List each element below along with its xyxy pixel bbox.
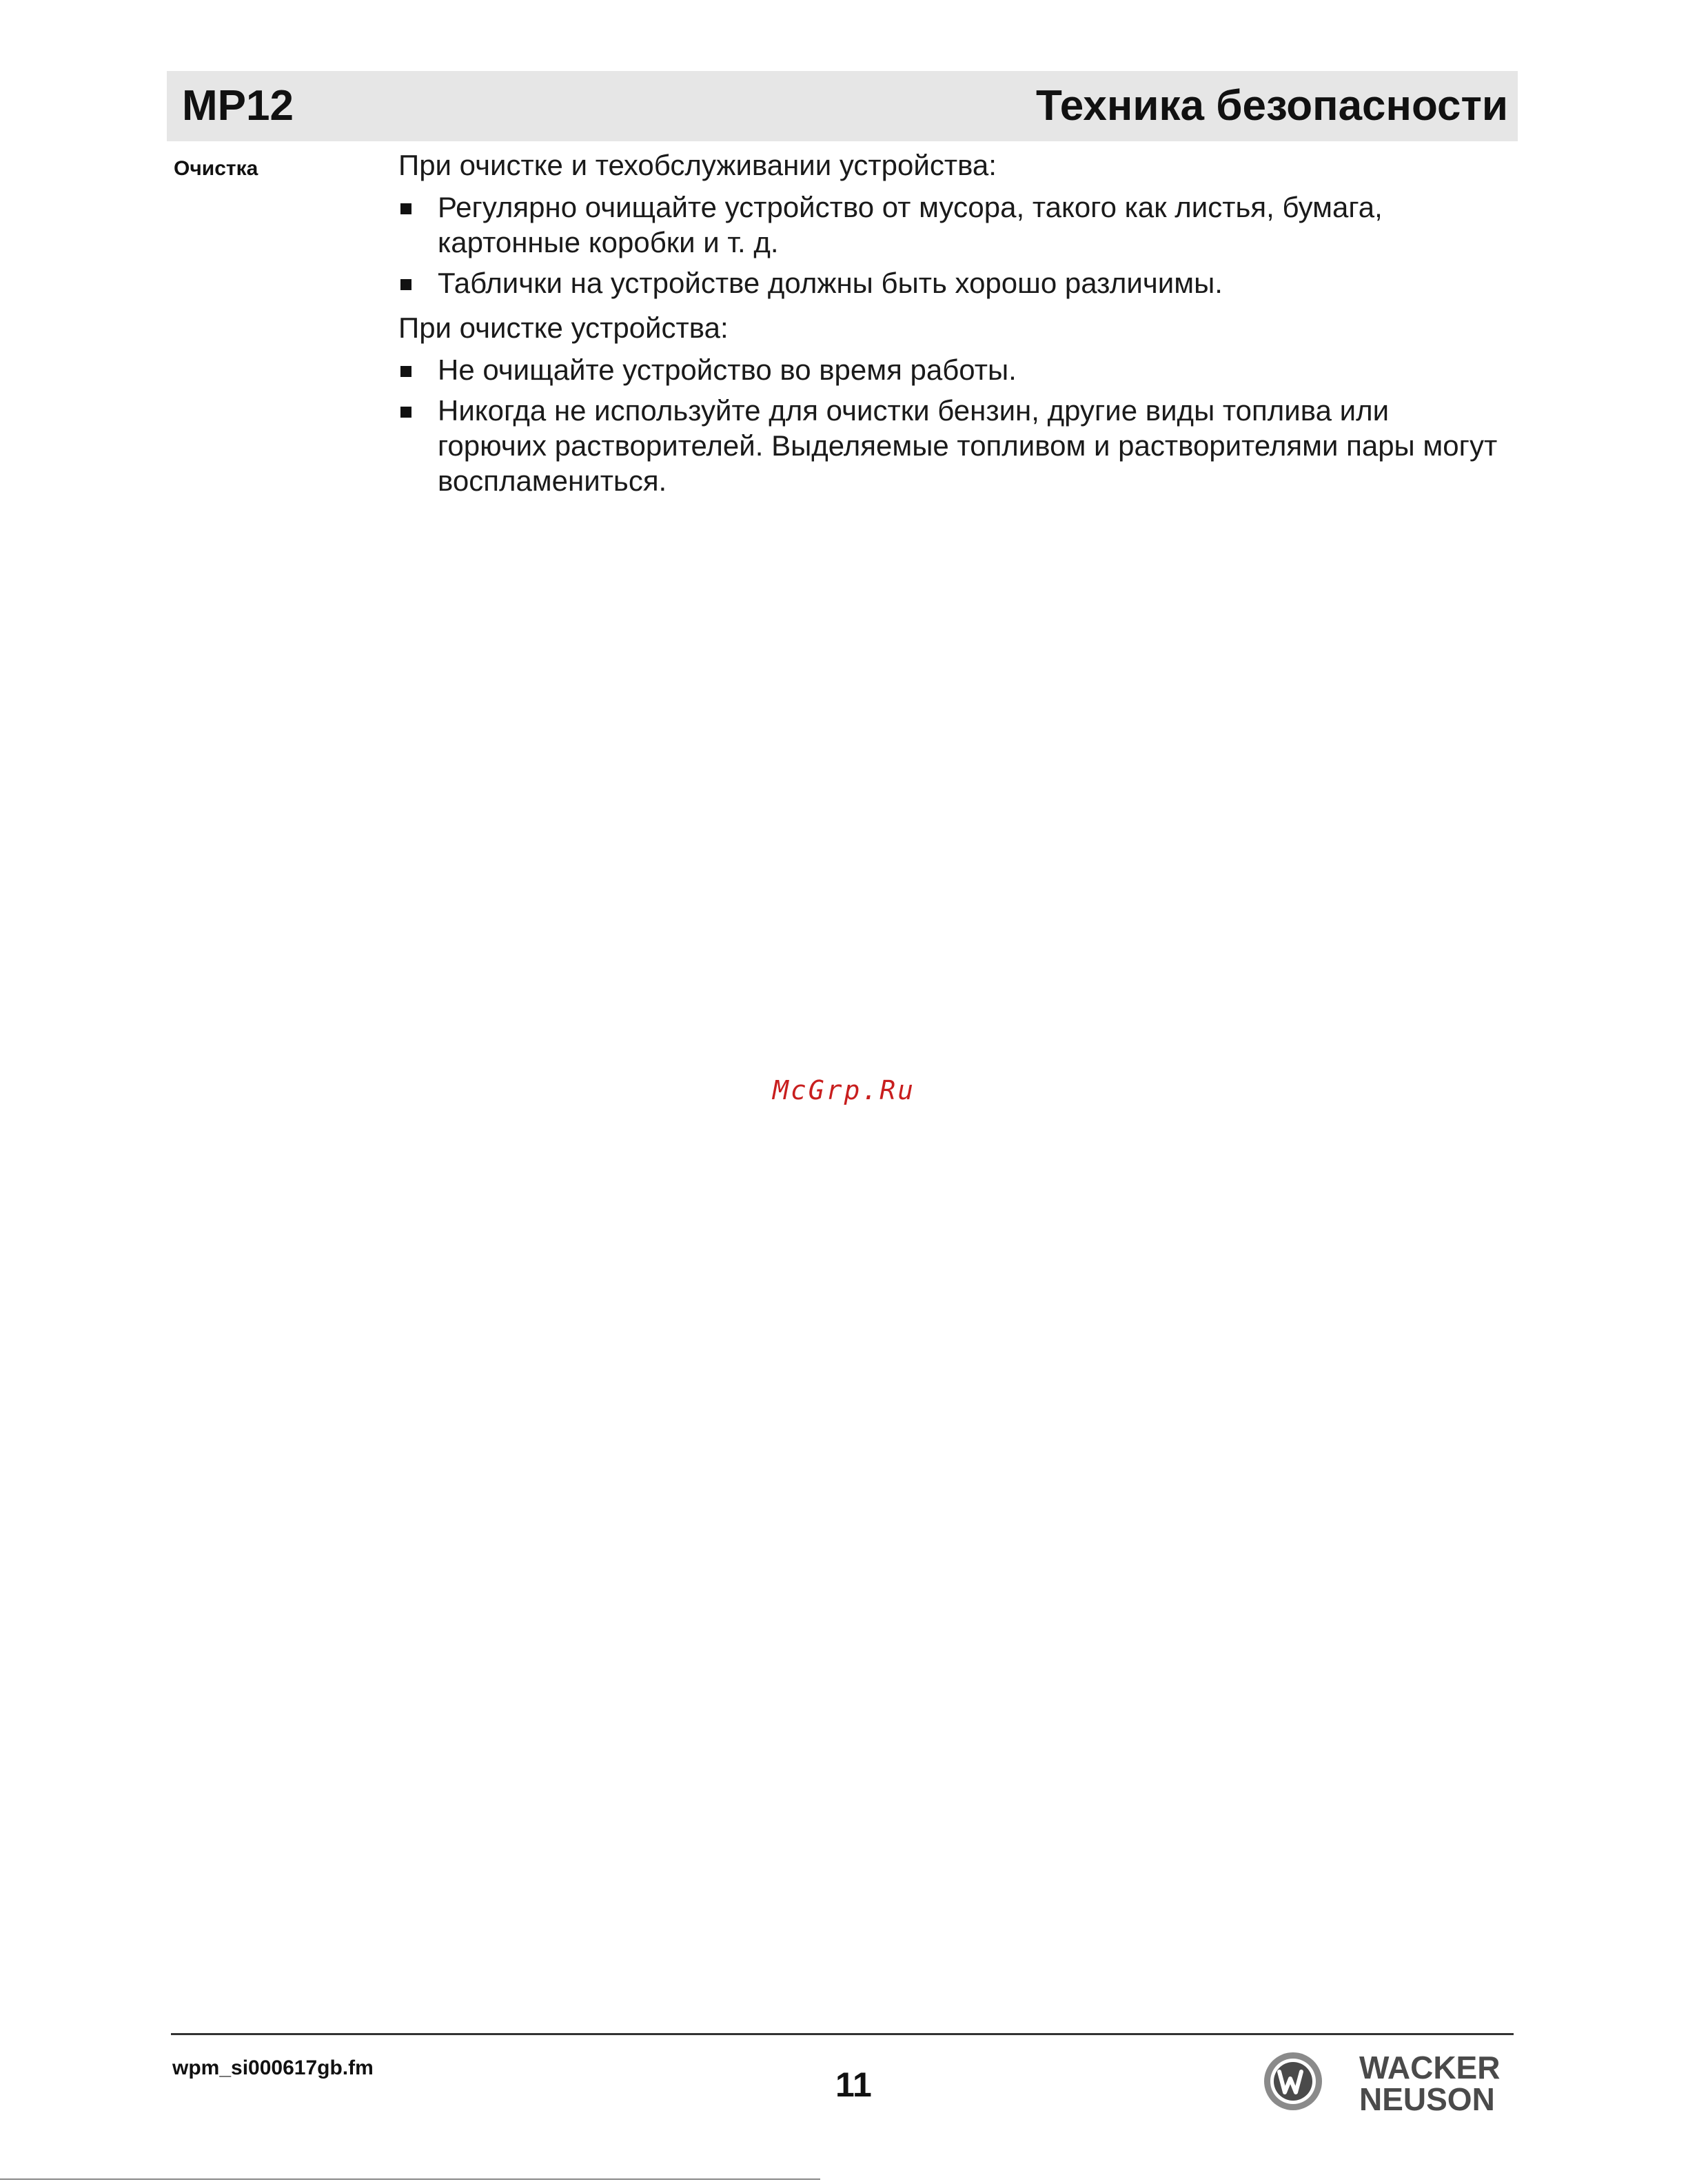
list-item <box>398 393 1501 498</box>
list-item-text: Регулярно очищайте устройство от мусора, такого как листья, бумага, картонные коробки и т. д. <box>438 191 1383 258</box>
list-item <box>398 190 1501 260</box>
chapter-title: Техника безопасности <box>1035 82 1508 130</box>
wacker-neuson-w-icon <box>1264 2052 1322 2110</box>
square-bullet-icon <box>400 279 411 290</box>
intro-paragraph: При очистке устройства: <box>398 312 729 344</box>
footer-divider <box>171 2033 1514 2035</box>
watermark: McGrp.Ru <box>772 1075 916 1105</box>
square-bullet-icon <box>400 407 411 418</box>
logo-wordmark-bottom: NEUSON <box>1359 2081 1495 2117</box>
bullet-list <box>398 190 1501 300</box>
list-item-text: Никогда не используйте для очистки бензин, другие виды топлива или горючих растворителей. Выделяемые топливом и растворителями пары могут воспламениться. <box>438 394 1498 497</box>
page-number: 11 <box>835 2065 872 2104</box>
model-name: MP12 <box>182 82 294 130</box>
brand-logo <box>1263 2048 1519 2117</box>
bullet-list <box>398 352 1501 498</box>
square-bullet-icon <box>400 366 411 377</box>
square-bullet-icon <box>400 203 411 214</box>
section-label: Очистка <box>174 157 258 180</box>
section-body <box>398 147 1501 508</box>
scan-edge-line <box>0 2178 820 2180</box>
list-item-text: Таблички на устройстве должны быть хорошо различимы. <box>438 267 1223 299</box>
intro-paragraph: При очистке и техобслуживании устройства: <box>398 149 997 181</box>
list-item-text: Не очищайте устройство во время работы. <box>438 354 1017 386</box>
page-header <box>167 71 1518 141</box>
list-item <box>398 265 1501 300</box>
list-item <box>398 352 1501 387</box>
source-filename: wpm_si000617gb.fm <box>172 2057 374 2079</box>
logo-wordmark-top: WACKER <box>1359 2050 1501 2085</box>
